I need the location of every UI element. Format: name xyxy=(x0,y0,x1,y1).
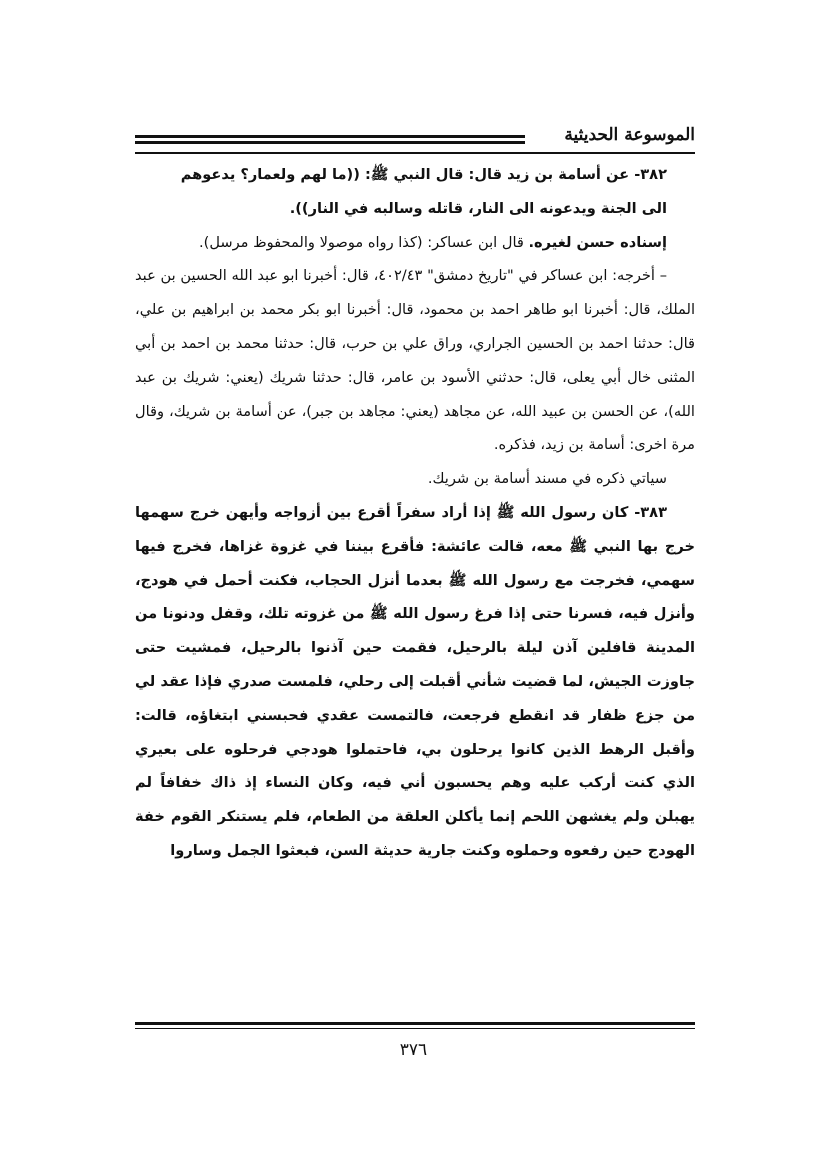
takhrij-paragraph: – أخرجه: ابن عساكر في "تاريخ دمشق" ٤٠٢/٤٣، قال: أخبرنا ابو عبد الله الحسين بن عبد الملك، قال: أخبرنا ابو طاهر احمد بن محمود، قال: أخبرنا ابو بكر محمد بن ابراهيم بن علي، قال: حدثنا احمد بن الحسين الجراري، وراق علي بن حرب، قال: حدثنا محمد بن احمد بن أبي المثنى خال أبي يعلى، قال: حدثني الأسود بن عامر، قال: حدثنا شريك (يعني: شريك بن عبد الله)، عن الحسن بن عبيد الله، عن مجاهد (يعني: مجاهد بن جبر)، عن أسامة بن شريك، وقال مرة اخرى: أسامة بن زيد، فذكره. xyxy=(135,267,695,454)
isnad-grade: إسناده حسن لغيره. xyxy=(528,233,667,251)
header-ornament-rule xyxy=(135,135,525,147)
isnad-comment: قال ابن عساكر: (كذا رواه موصولا والمحفوظ مرسل). xyxy=(198,233,529,251)
page-body xyxy=(135,158,695,868)
hadith-382-line-2: الى الجنة ويدعونه الى النار، قاتله وسالبه في النار)). xyxy=(289,199,667,217)
footer-rule xyxy=(135,1022,695,1029)
hadith-383-text: ٣٨٣- كان رسول الله ﷺ إذا أراد سفراً أقرع بين أزواجه وأيهن خرج سهمها خرج بها النبي ﷺ معه، قالت عائشة: فأقرع بيننا في غزوة غزاها، فخرج فيها سهمي، فخرجت مع رسول الله ﷺ بعدما أنزل الحجاب، فكنت أحمل في هودج، وأنزل فيه، فسرنا حتى إذا فرغ رسول الله ﷺ من غزوته تلك، وقفل ودنونا من المدينة قافلين آذن ليلة بالرحيل، فقمت حين آذنوا بالرحيل، فمشيت حتى جاوزت الجيش، لما قضيت شأني أقبلت إلى رحلي، فلمست صدري فإذا عقد لي من جزع ظفار قد انقطع فرجعت، فالتمست عقدي فحبسني ابتغاؤه، قالت: وأقبل الرهط الذين كانوا يرحلون بي، فاحتملوا هودجي فرحلوه على بعيري الذي كنت أركب عليه وهم يحسبون أني فيه، وكان النساء إذ ذاك خفافاً لم يهبلن ولم يغشهن اللحم إنما يأكلن العلقة من الطعام، فلم يستنكر القوم خفة الهودج حين رفعوه وحملوه وكنت جارية حديثة السن، فبعثوا الجمل وساروا xyxy=(135,503,695,859)
cross-reference-note: سياتي ذكره في مسند أسامة بن شريك. xyxy=(427,470,667,488)
hadith-382-line-1: ٣٨٢- عن أسامة بن زيد قال: قال النبي ﷺ: ((ما لهم ولعمار؟ يدعوهم xyxy=(180,166,667,183)
header-title: الموسوعة الحديثية xyxy=(564,125,695,145)
header-underline xyxy=(135,152,695,154)
page-number: ٣٧٦ xyxy=(399,1040,428,1060)
isnad-paragraph xyxy=(135,226,695,260)
